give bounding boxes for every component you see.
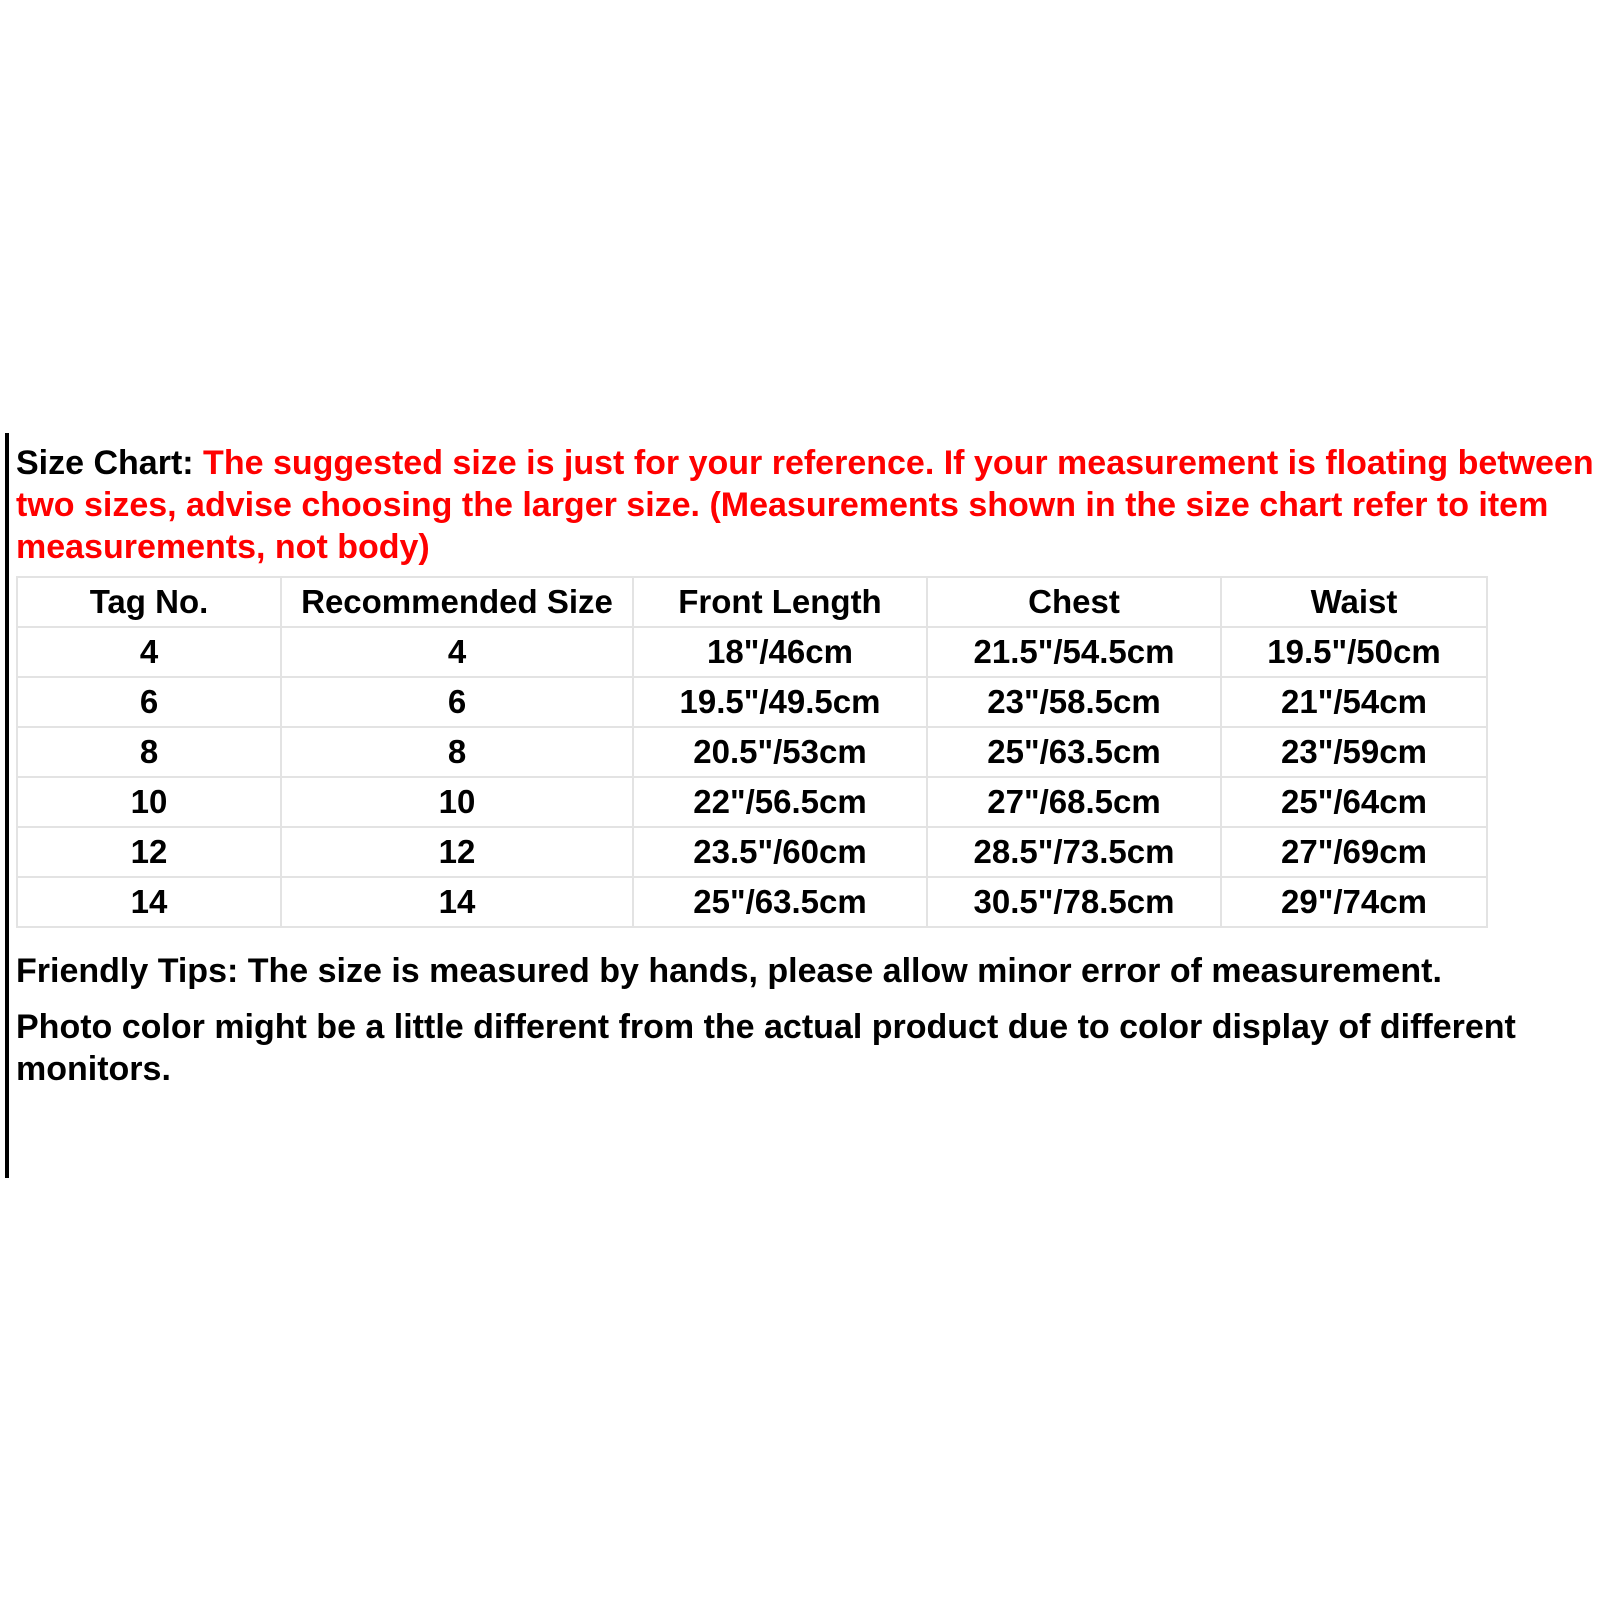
- table-row: [17, 877, 1487, 927]
- cell-recommended-size: 14: [281, 877, 633, 927]
- cell-chest: 25"/63.5cm: [927, 727, 1221, 777]
- size-chart-intro: [16, 442, 1596, 568]
- table-row: [17, 727, 1487, 777]
- cell-recommended-size: 4: [281, 627, 633, 677]
- cell-waist: 19.5"/50cm: [1221, 627, 1487, 677]
- cell-recommended-size: 12: [281, 827, 633, 877]
- photo-color-note: Photo color might be a little different from the actual product due to color display of different monitors.: [16, 1008, 1516, 1088]
- cell-chest: 27"/68.5cm: [927, 777, 1221, 827]
- cell-tag-no: 12: [17, 827, 281, 877]
- header-front-length: Front Length: [633, 577, 927, 627]
- cell-front-length: 25"/63.5cm: [633, 877, 927, 927]
- cell-front-length: 19.5"/49.5cm: [633, 677, 927, 727]
- cell-chest: 28.5"/73.5cm: [927, 827, 1221, 877]
- cell-waist: 27"/69cm: [1221, 827, 1487, 877]
- cell-waist: 23"/59cm: [1221, 727, 1487, 777]
- left-border-rule: [5, 433, 9, 1178]
- cell-chest: 23"/58.5cm: [927, 677, 1221, 727]
- table-header-row: [17, 577, 1487, 627]
- cell-front-length: 23.5"/60cm: [633, 827, 927, 877]
- size-table: [16, 576, 1488, 928]
- cell-waist: 25"/64cm: [1221, 777, 1487, 827]
- cell-tag-no: 8: [17, 727, 281, 777]
- header-chest: Chest: [927, 577, 1221, 627]
- table-row: [17, 677, 1487, 727]
- friendly-tips: Friendly Tips: The size is measured by hands, please allow minor error of measurement.: [16, 952, 1442, 990]
- cell-waist: 29"/74cm: [1221, 877, 1487, 927]
- cell-recommended-size: 10: [281, 777, 633, 827]
- cell-tag-no: 4: [17, 627, 281, 677]
- cell-waist: 21"/54cm: [1221, 677, 1487, 727]
- cell-recommended-size: 8: [281, 727, 633, 777]
- cell-chest: 30.5"/78.5cm: [927, 877, 1221, 927]
- header-recommended-size: Recommended Size: [281, 577, 633, 627]
- cell-front-length: 20.5"/53cm: [633, 727, 927, 777]
- table-row: [17, 827, 1487, 877]
- table-row: [17, 777, 1487, 827]
- size-chart-label: Size Chart:: [16, 444, 194, 482]
- cell-tag-no: 14: [17, 877, 281, 927]
- cell-recommended-size: 6: [281, 677, 633, 727]
- cell-chest: 21.5"/54.5cm: [927, 627, 1221, 677]
- cell-tag-no: 6: [17, 677, 281, 727]
- cell-front-length: 18"/46cm: [633, 627, 927, 677]
- header-waist: Waist: [1221, 577, 1487, 627]
- size-chart-content: [16, 442, 1596, 1090]
- size-chart-note: The suggested size is just for your reference. If your measurement is floating between two sizes, advise choosing the larger size. (Measurements shown in the size chart refer to item measurements, not body): [16, 444, 1594, 566]
- cell-front-length: 22"/56.5cm: [633, 777, 927, 827]
- header-tag-no: Tag No.: [17, 577, 281, 627]
- cell-tag-no: 10: [17, 777, 281, 827]
- table-row: [17, 627, 1487, 677]
